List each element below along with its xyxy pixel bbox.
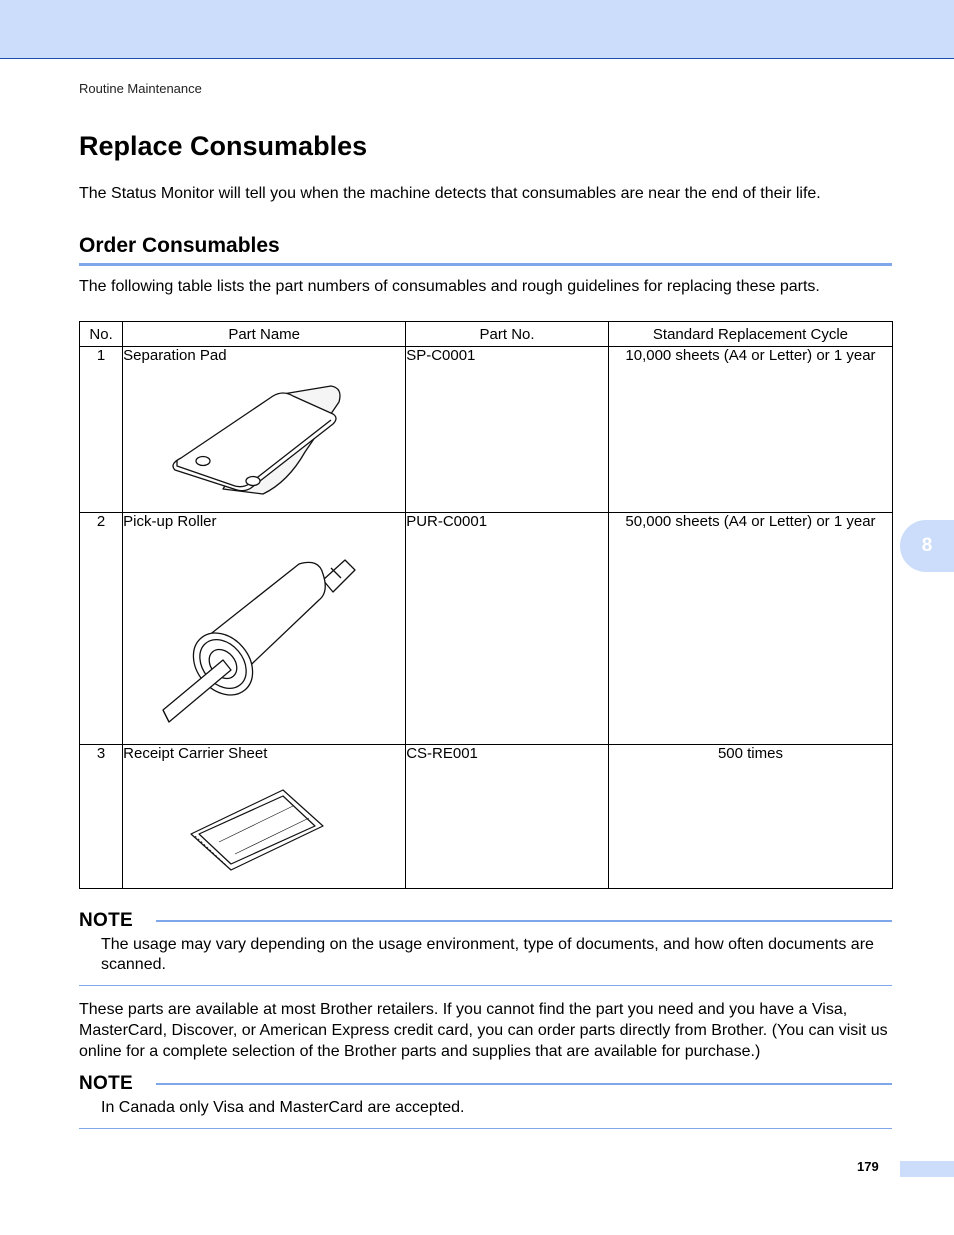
section-title: Order Consumables bbox=[79, 234, 280, 257]
part-number: SP-C0001 bbox=[406, 347, 609, 513]
footer-bar bbox=[900, 1161, 954, 1177]
column-header-part-no: Part No. bbox=[406, 322, 609, 347]
note-text: In Canada only Visa and MasterCard are accepted. bbox=[101, 1099, 465, 1116]
part-name-cell bbox=[123, 513, 406, 745]
replacement-cycle: 10,000 sheets (A4 or Letter) or 1 year bbox=[608, 347, 892, 513]
table-row bbox=[80, 513, 893, 745]
note-text: The usage may vary depending on the usage environment, type of documents, and how often documents are scanned. bbox=[101, 936, 874, 973]
availability-paragraph: These parts are available at most Brother retailers. If you cannot find the part you need and you have a Visa, MasterCard, Discover, or American Express credit card, you can order parts directly from Brother. (You can visit us online for a complete selection of the Brother parts and supplies that are available for purchase.) bbox=[79, 1001, 888, 1060]
header-band bbox=[0, 0, 954, 59]
table-header-row bbox=[80, 322, 893, 347]
intro-paragraph: The Status Monitor will tell you when the machine detects that consumables are near the end of their life. bbox=[79, 185, 821, 202]
column-header-no: No. bbox=[80, 322, 123, 347]
table-intro-paragraph: The following table lists the part numbers of consumables and rough guidelines for replacing these parts. bbox=[79, 278, 820, 295]
table-row bbox=[80, 347, 893, 513]
part-number: CS-RE001 bbox=[406, 745, 609, 889]
column-header-replacement-cycle: Standard Replacement Cycle bbox=[608, 322, 892, 347]
separation-pad-icon bbox=[123, 364, 393, 504]
chapter-tab: 8 bbox=[900, 520, 954, 572]
part-name: Pick-up Roller bbox=[123, 513, 217, 530]
part-name-cell bbox=[123, 347, 406, 513]
replacement-cycle: 500 times bbox=[608, 745, 892, 889]
column-header-part-name: Part Name bbox=[123, 322, 406, 347]
note-label: NOTE bbox=[79, 910, 133, 931]
note-rule bbox=[156, 1083, 892, 1085]
running-head: Routine Maintenance bbox=[79, 81, 202, 96]
section-rule bbox=[79, 263, 892, 266]
page-number: 179 bbox=[857, 1159, 879, 1174]
note-label: NOTE bbox=[79, 1073, 133, 1094]
note-end-rule bbox=[79, 985, 892, 986]
pickup-roller-icon bbox=[123, 530, 393, 735]
table-row bbox=[80, 745, 893, 889]
row-number: 1 bbox=[80, 347, 123, 513]
part-name: Separation Pad bbox=[123, 347, 227, 364]
note-end-rule bbox=[79, 1128, 892, 1129]
replacement-cycle: 50,000 sheets (A4 or Letter) or 1 year bbox=[608, 513, 892, 745]
part-name: Receipt Carrier Sheet bbox=[123, 745, 268, 762]
row-number: 2 bbox=[80, 513, 123, 745]
page-title: Replace Consumables bbox=[79, 131, 368, 161]
receipt-carrier-sheet-icon bbox=[123, 762, 393, 877]
part-name-cell bbox=[123, 745, 406, 889]
row-number: 3 bbox=[80, 745, 123, 889]
note-rule bbox=[156, 920, 892, 922]
part-number: PUR-C0001 bbox=[406, 513, 609, 745]
consumables-table bbox=[79, 321, 893, 889]
